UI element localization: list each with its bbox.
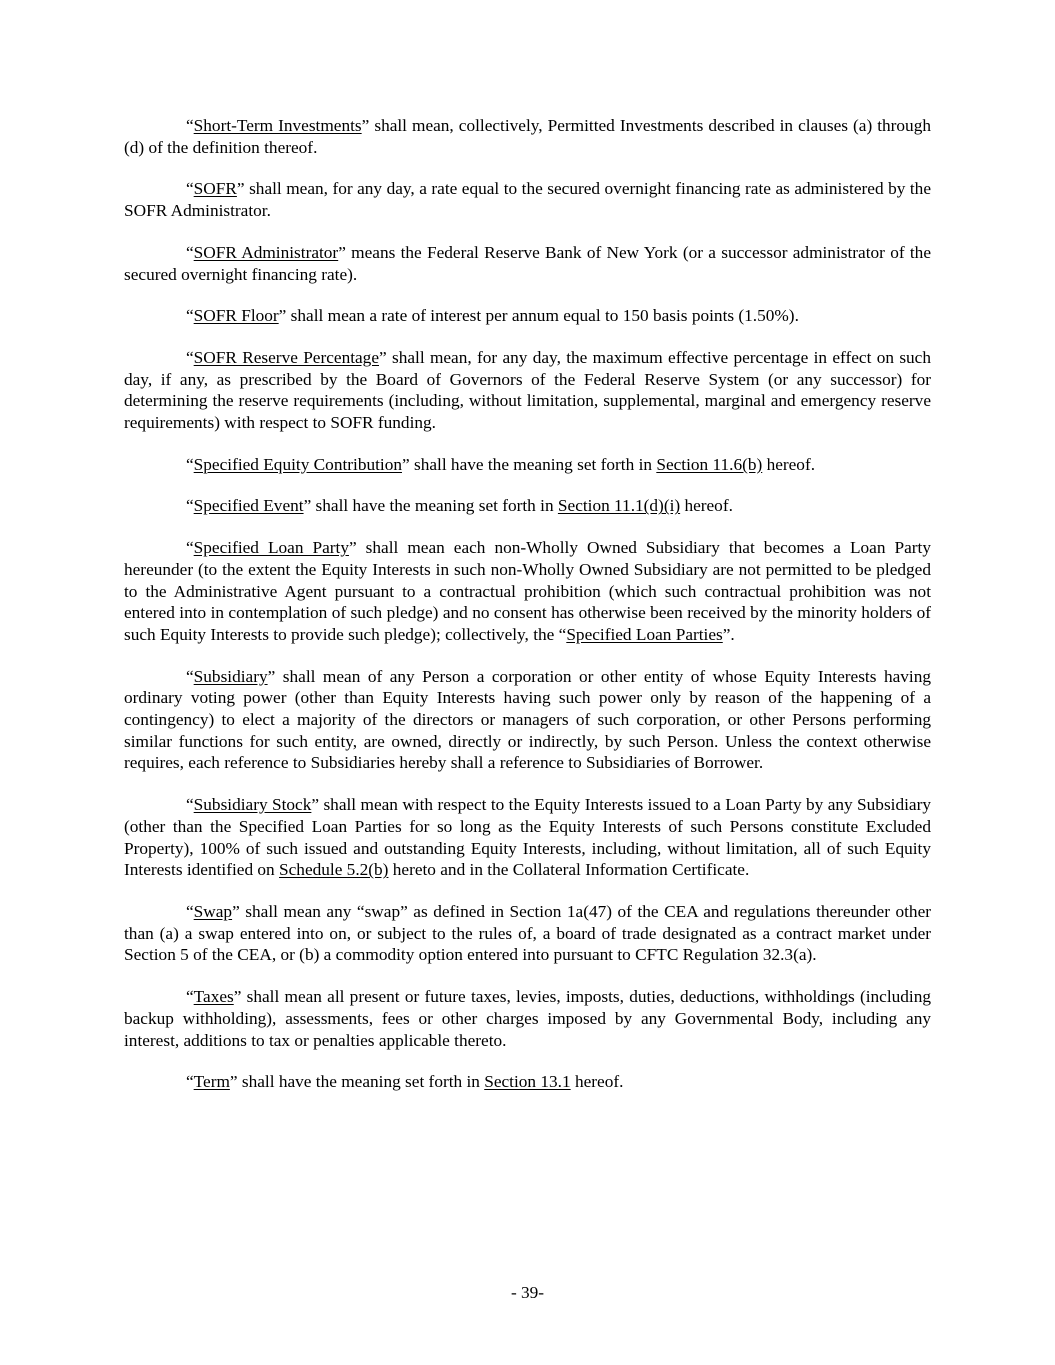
definition-text: shall have the meaning set forth in [237,1072,485,1092]
definition-text: shall mean each non-Wholly Owned Subsidiary that becomes a Loan Party hereunder (to the extent the Equity Interests in such non-Wholly Owned Subsidiary are not permitted to be pledged to the Administrative Agent pursuant to a contractual prohibition (which such contractual prohibition was not entered into in contemplation of such pledge) and no consent has otherwise been received by the minority holders of such Equity Interests to provide such pledge); collectively, the “ [124,538,931,644]
definition-text: shall mean with respect to the Equity Interests issued to a Loan Party by any Subsidiary (other than the Specified Loan Parties for so long as the Equity Interests of such Persons constitute Excluded Property), 100% of such issued and outstanding Equity Interests, including, without limitation, all of such Equity Interests identified on [124,795,931,880]
definition-text: means the Federal Reserve Bank of New York (or a successor administrator of the secured overnight financing rate). [124,242,931,284]
definition-tail: hereof. [762,454,816,474]
definition-paragraph: “Specified Event” shall have the meaning set forth in Section 11.1(d)(i) hereof. [186,496,733,516]
definition-paragraph: “Short-Term Investments” shall mean, collectively, Permitted Investments described in clauses (a) through (d) of the definition thereof. [124,116,931,157]
defined-term: Subsidiary Stock [193,795,312,815]
definition-text: shall mean, collectively, Permitted Investments described in clauses (a) through (d) of the definition thereof. [124,116,931,157]
defined-term: Taxes [193,987,234,1007]
definition-text: shall mean all present or future taxes, levies, imposts, duties, deductions, withholdings (including backup withholding), assessments, fees or other charges imposed by any Governmental Body, including any interest, additions to tax or penalties applicable thereto. [124,987,931,1050]
defined-term: SOFR Administrator [193,242,339,262]
definition-text: shall mean of any Person a corporation or other entity of whose Equity Interests having ordinary voting power (other than Equity Interests having such power only by reason of the happening of a contingency) to elect a majority of the directors or managers of such corporation, or other Persons performing similar functions for such entity, are owned, directly or indirectly, by such Person. Unless the context otherwise requires, each reference to Subsidiaries hereby shall a reference to Subsidiaries of Borrower. [124,666,931,773]
defined-term: Specified Equity Contribution [193,454,402,474]
defined-term: Specified Event [193,496,304,516]
definition-text: shall mean, for any day, a rate equal to the secured overnight financing rate as administered by the SOFR Administrator. [124,179,931,221]
definition-paragraph: “Taxes” shall mean all present or future taxes, levies, imposts, duties, deductions, withholdings (including backup withholding), assessments, fees or other charges imposed by any Governmental Body, including any interest, additions to tax or penalties applicable thereto. [124,987,931,1050]
definition-tail: ”. [722,624,735,644]
defined-term: Specified Loan Party [193,538,349,558]
document-page [124,115,931,1113]
definition-tail: hereof. [570,1072,624,1092]
definition-paragraph: “Term” shall have the meaning set forth in Section 13.1 hereof. [186,1072,624,1092]
definition-paragraph: “Swap” shall mean any “swap” as defined in Section 1a(47) of the CEA and regulations thereunder other than (a) a swap entered into on, or subject to the rules of, a board of trade designated as a contract market under Section 5 of the CEA, or (b) a commodity option entered into pursuant to CFTC Regulation 32.3(a). [124,901,931,965]
definition-text: shall mean a rate of interest per annum equal to 150 basis points (1.50%). [286,306,799,326]
defined-term: Subsidiary [193,666,268,686]
definition-text: shall have the meaning set forth in [409,454,657,474]
definition-paragraph: “Specified Equity Contribution” shall have the meaning set forth in Section 11.6(b) hereof. [186,454,816,474]
definition-paragraph: “SOFR Floor” shall mean a rate of interest per annum equal to 150 basis points (1.50%). [186,306,799,326]
definition-paragraph: “Specified Loan Party” shall mean each non-Wholly Owned Subsidiary that becomes a Loan Party hereunder (to the extent the Equity Interests in such non-Wholly Owned Subsidiary are not permitted to be pledged to the Administrative Agent pursuant to a contractual prohibition (which such contractual prohibition was not entered into in contemplation of such pledge) and no consent has otherwise been received by the minority holders of such Equity Interests to provide such pledge); collectively, the “Specified Loan Parties”. [124,538,931,644]
definition-paragraph: “SOFR Reserve Percentage” shall mean, for any day, the maximum effective percentage in effect on such day, if any, as prescribed by the Board of Governors of the Federal Reserve System (or any successor) for determining the reserve requirements (including, without limitation, supplemental, marginal and emergency reserve requirements) with respect to SOFR funding. [124,347,931,433]
definition-paragraph: “Subsidiary Stock” shall mean with respect to the Equity Interests issued to a Loan Party by any Subsidiary (other than the Specified Loan Parties for so long as the Equity Interests of such Persons constitute Excluded Property), 100% of such issued and outstanding Equity Interests, including, without limitation, all of such Equity Interests identified on Schedule 5.2(b) hereto and in the Collateral Information Certificate. [124,795,931,880]
definition-text: shall mean any “swap” as defined in Section 1a(47) of the CEA and regulations thereunder other than (a) a swap entered into on, or subject to the rules of, a board of trade designated as a contract market under Section 5 of the CEA, or (b) a commodity option entered into pursuant to CFTC Regulation 32.3(a). [124,901,931,965]
defined-term: Short-Term Investments [193,116,362,135]
cross-reference: Specified Loan Parties [566,624,723,644]
definitions-list [124,115,931,1093]
defined-term: SOFR Reserve Percentage [193,347,379,367]
defined-term: Term [193,1072,230,1092]
defined-term: SOFR [193,179,237,199]
definition-text: shall mean, for any day, the maximum effective percentage in effect on such day, if any, as prescribed by the Board of Governors of the Federal Reserve System (or any successor) for determining the reserve requirements (including, without limitation, supplemental, marginal and emergency reserve requirements) with respect to SOFR funding. [124,347,931,433]
definition-tail: hereof. [680,496,733,516]
cross-reference: Section 13.1 [484,1072,571,1092]
cross-reference: Section 11.1(d)(i) [557,496,681,516]
cross-reference: Schedule 5.2(b) [279,860,389,880]
page-number: - 39- [510,1283,545,1302]
definition-tail: hereto and in the Collateral Information Certificate. [388,860,750,880]
defined-term: SOFR Floor [193,306,279,326]
defined-term: Swap [193,901,233,921]
cross-reference: Section 11.6(b) [656,454,763,474]
definition-paragraph: “Subsidiary” shall mean of any Person a corporation or other entity of whose Equity Interests having ordinary voting power (other than Equity Interests having such power only by reason of the happening of a contingency) to elect a majority of the directors or managers of such corporation, or other Persons performing similar functions for such entity, are owned, directly or indirectly, by such Person. Unless the context otherwise requires, each reference to Subsidiaries hereby shall a reference to Subsidiaries of Borrower. [124,666,931,773]
definition-paragraph: “SOFR Administrator” means the Federal Reserve Bank of New York (or a successor administrator of the secured overnight financing rate). [124,242,931,284]
definition-text: shall have the meaning set forth in [311,496,558,516]
definition-paragraph: “SOFR” shall mean, for any day, a rate equal to the secured overnight financing rate as administered by the SOFR Administrator. [124,179,931,221]
